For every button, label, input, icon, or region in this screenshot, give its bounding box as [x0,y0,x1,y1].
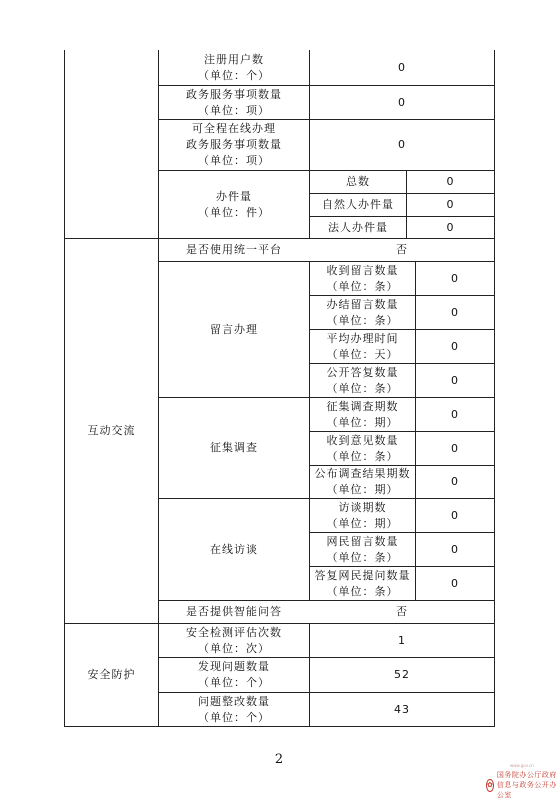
interviews-item-label: 访谈期数 （单位：期） [326,500,399,530]
security-item-value: 43 [394,702,410,716]
surveys-item-label: 征集调查期数 （单位：期） [326,399,399,429]
surveys-item-value: 0 [451,407,459,421]
banjian-item-label: 法人办件量 [328,220,388,234]
surveys-item-value: 0 [451,475,459,488]
banjian-item-label: 自然人办件量 [322,198,394,211]
messages-item-label: 收到留言数量 （单位：条） [326,263,399,293]
row-label-registered-users: 注册用户数 （单位：个） [198,53,270,82]
smart-qa-label: 是否提供智能问答 [186,605,282,618]
table-border-right [494,50,495,727]
row-value-service-items: 0 [398,95,406,109]
messages-item-label: 办结留言数量 （单位：条） [326,297,399,327]
section-title-interaction: 互动交流 [87,424,136,437]
seal-icon: ✿ [486,779,494,792]
surveys-item-value: 0 [451,441,459,455]
unified-platform-label: 是否使用统一平台 [186,243,282,256]
messages-item-value: 0 [451,339,459,353]
security-item-value: 1 [398,633,406,647]
security-item-label: 安全检测评估次数 （单位：次） [186,625,282,655]
banjian-item-value: 0 [446,198,455,211]
banjian-item-value: 0 [446,175,455,188]
security-item-value: 52 [394,668,410,681]
subsection-title-messages: 留言办理 [210,322,258,336]
subsection-title-interviews: 在线访谈 [210,542,258,556]
smart-qa-value: 否 [396,605,408,618]
interviews-item-label: 网民留言数量 （单位：条） [326,534,399,564]
page-number: 2 [274,752,284,767]
row-value-registered-users: 0 [398,61,406,74]
interviews-item-label: 答复网民提问数量 （单位：条） [314,568,411,598]
unified-platform-value: 否 [396,243,408,256]
interviews-item-value: 0 [451,576,459,590]
banjian-item-label: 总数 [346,175,370,188]
messages-item-value: 0 [451,373,459,387]
watermark-stamp [486,770,558,800]
security-item-label: 发现问题数量 （单位：个） [198,660,270,689]
table-border-bottom [64,726,495,727]
interviews-item-value: 0 [451,508,459,522]
watermark-text: 国务院办公厅政府信息与政务公开办公室 [496,771,557,799]
subsection-title-surveys: 征集调查 [210,441,258,454]
banjian-item-value: 0 [446,220,455,234]
messages-item-value: 0 [451,305,459,319]
messages-item-label: 平均办理时间 （单位：天） [326,331,399,361]
messages-item-value: 0 [451,271,459,285]
banjian-label: 办件量 （单位：件） [198,189,270,219]
row-label-online-service-items: 可全程在线办理 政务服务事项数量 （单位：项） [186,122,282,167]
messages-item-label: 公开答复数量 （单位：条） [326,365,399,395]
surveys-item-label: 收到意见数量 （单位：条） [326,433,399,463]
watermark-url: www.gov.cn [510,763,534,768]
surveys-item-label: 公布调查结果期数 （单位：期） [314,467,411,496]
interviews-item-value: 0 [451,542,459,556]
section-title-security: 安全防护 [87,668,136,681]
row-label-service-items: 政务服务事项数量 （单位：项） [186,87,282,117]
row-value-online-service-items: 0 [398,138,406,151]
security-item-label: 问题整改数量 （单位：个） [198,694,270,724]
